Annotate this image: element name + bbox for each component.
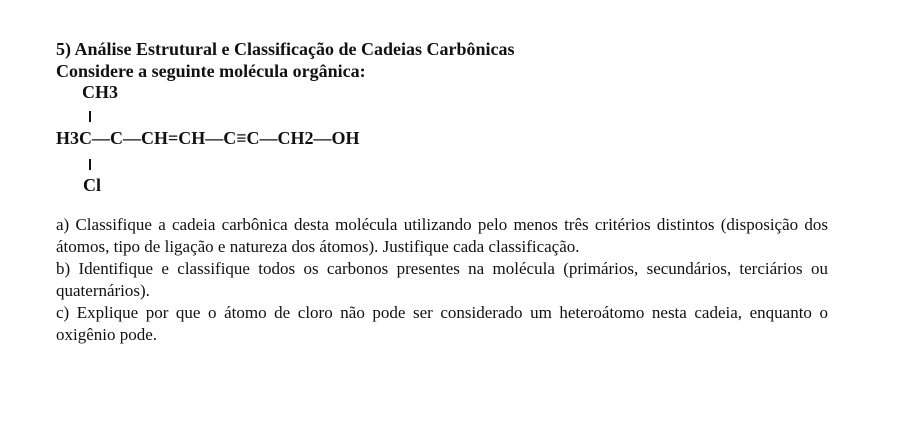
question-c: c) Explique por que o átomo de cloro não pode ser considerado um heteroátomo nesta cadeia, enquanto o oxigênio pode. xyxy=(56,303,828,344)
chlorine-substituent: Cl xyxy=(83,175,101,195)
vertical-bond-upper xyxy=(89,111,91,122)
vertical-bond-lower xyxy=(89,159,91,170)
main-carbon-chain: H3C—C—CH=CH—C≡C—CH2—OH xyxy=(56,128,360,148)
question-a: a) Classifique a cadeia carbônica desta molécula utilizando pelo menos três critérios distintos (disposição dos átomos, tipo de ligação e natureza dos átomos). Justifique cada classificação. xyxy=(56,215,828,256)
molecule-structure xyxy=(56,82,836,214)
exercise-content xyxy=(56,38,836,346)
exercise-title: 5) Análise Estrutural e Classificação de Cadeias Carbônicas xyxy=(56,39,515,59)
exercise-intro: Considere a seguinte molécula orgânica: xyxy=(56,61,366,81)
question-b: b) Identifique e classifique todos os carbonos presentes na molécula (primários, secundários, terciários ou quaternários). xyxy=(56,259,828,300)
methyl-substituent: CH3 xyxy=(82,82,118,102)
